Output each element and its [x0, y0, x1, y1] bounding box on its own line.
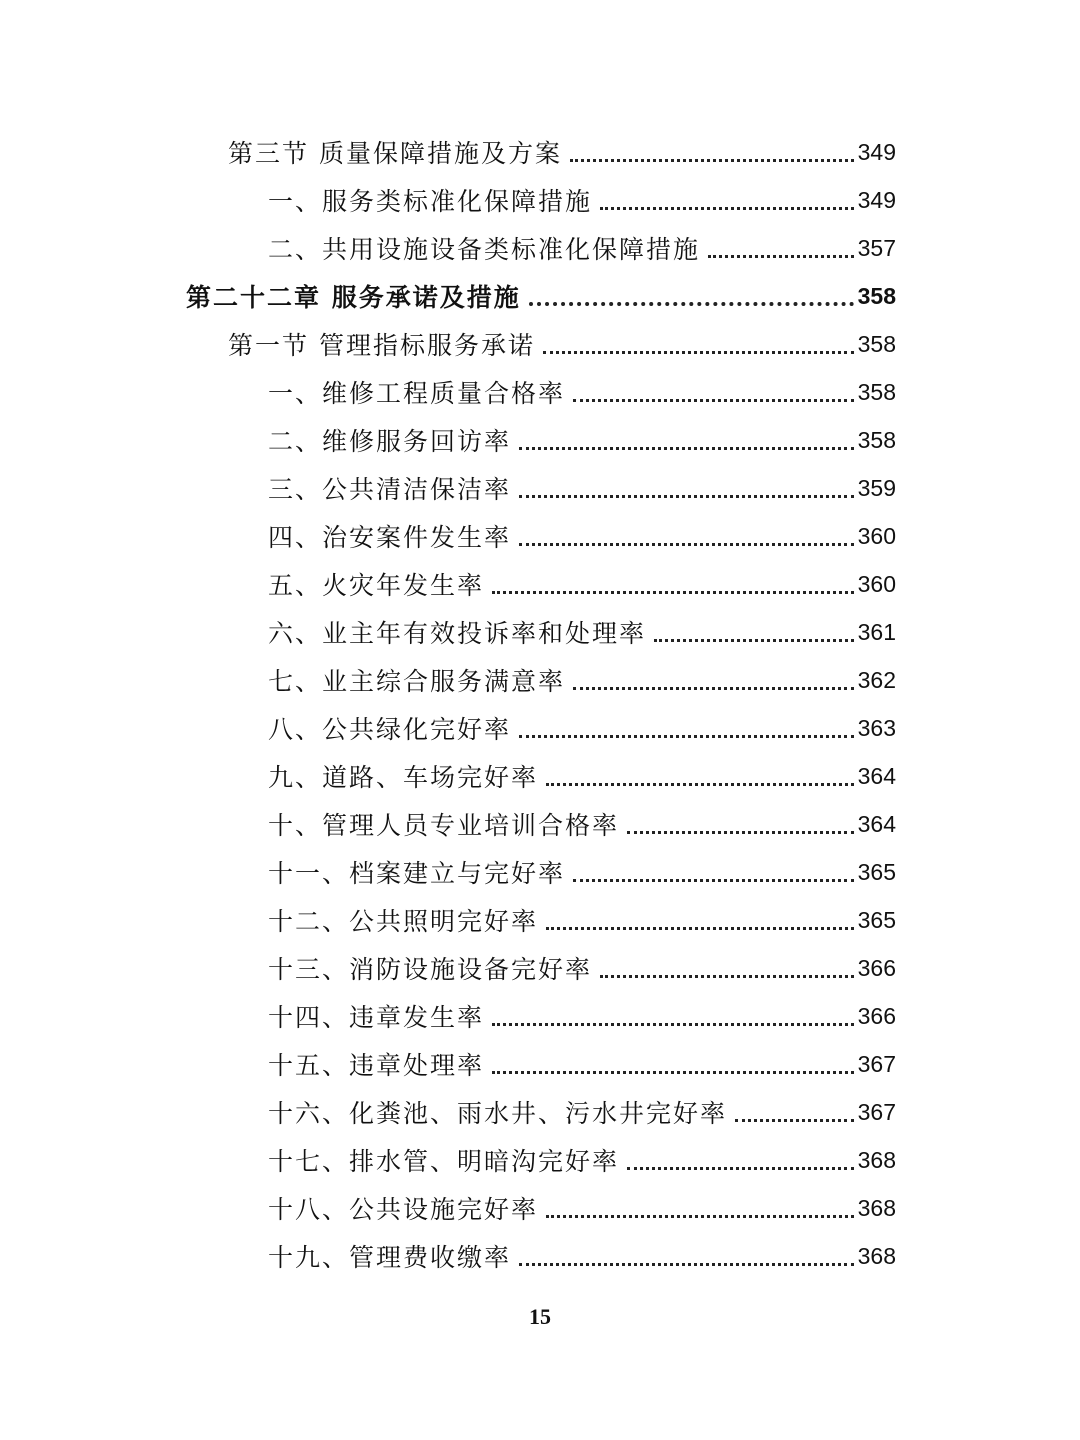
toc-entry-page: 358 — [857, 378, 896, 405]
toc-entry-title: 十九、管理费收缴率 — [268, 1243, 512, 1272]
dot-leader — [627, 831, 854, 834]
toc-entry-title: 十一、档案建立与完好率 — [268, 859, 566, 888]
table-of-contents — [0, 128, 1080, 1280]
dot-leader — [546, 927, 854, 930]
toc-entry[interactable] — [0, 1184, 1080, 1232]
dot-leader — [708, 255, 854, 258]
toc-entry-page: 349 — [857, 186, 896, 213]
toc-entry[interactable] — [0, 560, 1080, 608]
toc-entry-title: 五、火灾年发生率 — [268, 571, 485, 600]
toc-entry-title: 三、公共清洁保洁率 — [268, 475, 512, 504]
toc-entry[interactable] — [0, 896, 1080, 944]
toc-entry[interactable] — [0, 512, 1080, 560]
dot-leader — [519, 1263, 854, 1266]
toc-entry[interactable] — [0, 608, 1080, 656]
toc-entry-title: 十、管理人员专业培训合格率 — [268, 811, 620, 840]
toc-entry-title: 四、治安案件发生率 — [268, 523, 512, 552]
toc-entry[interactable] — [0, 992, 1080, 1040]
dot-leader — [573, 687, 854, 690]
toc-entry-page: 365 — [857, 858, 896, 885]
toc-entry-title: 九、道路、车场完好率 — [268, 763, 539, 792]
toc-entry-title: 一、服务类标准化保障措施 — [268, 187, 593, 216]
toc-entry-page: 367 — [857, 1050, 896, 1077]
toc-entry-title: 十五、违章处理率 — [268, 1051, 485, 1080]
toc-entry-page: 363 — [857, 714, 896, 741]
dot-leader — [627, 1167, 854, 1170]
toc-entry-page: 367 — [857, 1098, 896, 1125]
toc-entry-page: 365 — [857, 906, 896, 933]
dot-leader — [600, 207, 854, 210]
toc-entry-title: 二、共用设施设备类标准化保障措施 — [268, 235, 701, 264]
toc-entry-page: 368 — [857, 1194, 896, 1221]
toc-entry-title: 第一节 管理指标服务承诺 — [228, 331, 535, 360]
toc-entry-page: 358 — [857, 426, 896, 453]
dot-leader — [573, 399, 854, 402]
toc-entry-title: 第二十二章 服务承诺及措施 — [186, 283, 521, 312]
dot-leader — [600, 975, 854, 978]
toc-entry-title: 八、公共绿化完好率 — [268, 715, 512, 744]
toc-entry-title: 七、业主综合服务满意率 — [268, 667, 566, 696]
toc-entry-title: 六、业主年有效投诉率和处理率 — [268, 619, 647, 648]
toc-entry-title: 十二、公共照明完好率 — [268, 907, 539, 936]
dot-leader — [546, 783, 854, 786]
toc-entry-title: 一、维修工程质量合格率 — [268, 379, 566, 408]
toc-entry-title: 二、维修服务回访率 — [268, 427, 512, 456]
toc-entry[interactable] — [0, 848, 1080, 896]
toc-entry[interactable] — [0, 1232, 1080, 1280]
toc-entry-title: 十三、消防设施设备完好率 — [268, 955, 593, 984]
toc-entry[interactable] — [0, 416, 1080, 464]
dot-leader — [492, 591, 854, 594]
dot-leader — [492, 1023, 854, 1026]
toc-entry-page: 358 — [857, 330, 896, 357]
toc-entry-title: 第三节 质量保障措施及方案 — [228, 139, 562, 168]
toc-entry-page: 361 — [857, 618, 896, 645]
toc-entry[interactable] — [0, 464, 1080, 512]
dot-leader — [492, 1071, 854, 1074]
toc-entry-page: 364 — [857, 762, 896, 789]
toc-entry-page: 360 — [857, 570, 896, 597]
dot-leader — [529, 302, 854, 306]
toc-entry[interactable] — [0, 368, 1080, 416]
toc-entry-page: 366 — [857, 954, 896, 981]
dot-leader — [735, 1119, 854, 1122]
toc-entry[interactable] — [0, 656, 1080, 704]
page-number: 15 — [529, 1304, 551, 1329]
toc-entry-page: 349 — [857, 138, 896, 165]
toc-entry[interactable] — [0, 944, 1080, 992]
toc-entry-page: 362 — [857, 666, 896, 693]
toc-entry[interactable] — [0, 320, 1080, 368]
dot-leader — [543, 351, 854, 354]
dot-leader — [519, 447, 854, 450]
toc-entry[interactable] — [0, 272, 1080, 320]
dot-leader — [546, 1215, 854, 1218]
toc-entry-title: 十六、化粪池、雨水井、污水井完好率 — [268, 1099, 728, 1128]
toc-entry-page: 359 — [857, 474, 896, 501]
toc-entry-page: 368 — [857, 1146, 896, 1173]
toc-entry-page: 360 — [857, 522, 896, 549]
dot-leader — [573, 879, 854, 882]
toc-entry-page: 358 — [857, 282, 896, 309]
toc-entry[interactable] — [0, 1040, 1080, 1088]
dot-leader — [570, 159, 854, 162]
toc-entry-page: 366 — [857, 1002, 896, 1029]
toc-entry[interactable] — [0, 128, 1080, 176]
toc-entry-page: 357 — [857, 234, 896, 261]
toc-entry[interactable] — [0, 704, 1080, 752]
dot-leader — [519, 543, 854, 546]
toc-entry[interactable] — [0, 1088, 1080, 1136]
dot-leader — [654, 639, 854, 642]
toc-entry[interactable] — [0, 800, 1080, 848]
toc-entry-title: 十七、排水管、明暗沟完好率 — [268, 1147, 620, 1176]
toc-entry[interactable] — [0, 752, 1080, 800]
toc-entry-title: 十四、违章发生率 — [268, 1003, 485, 1032]
toc-entry[interactable] — [0, 1136, 1080, 1184]
dot-leader — [519, 495, 854, 498]
dot-leader — [519, 735, 854, 738]
toc-entry[interactable] — [0, 176, 1080, 224]
toc-entry[interactable] — [0, 224, 1080, 272]
toc-entry-page: 364 — [857, 810, 896, 837]
toc-entry-title: 十八、公共设施完好率 — [268, 1195, 539, 1224]
toc-entry-page: 368 — [857, 1242, 896, 1269]
